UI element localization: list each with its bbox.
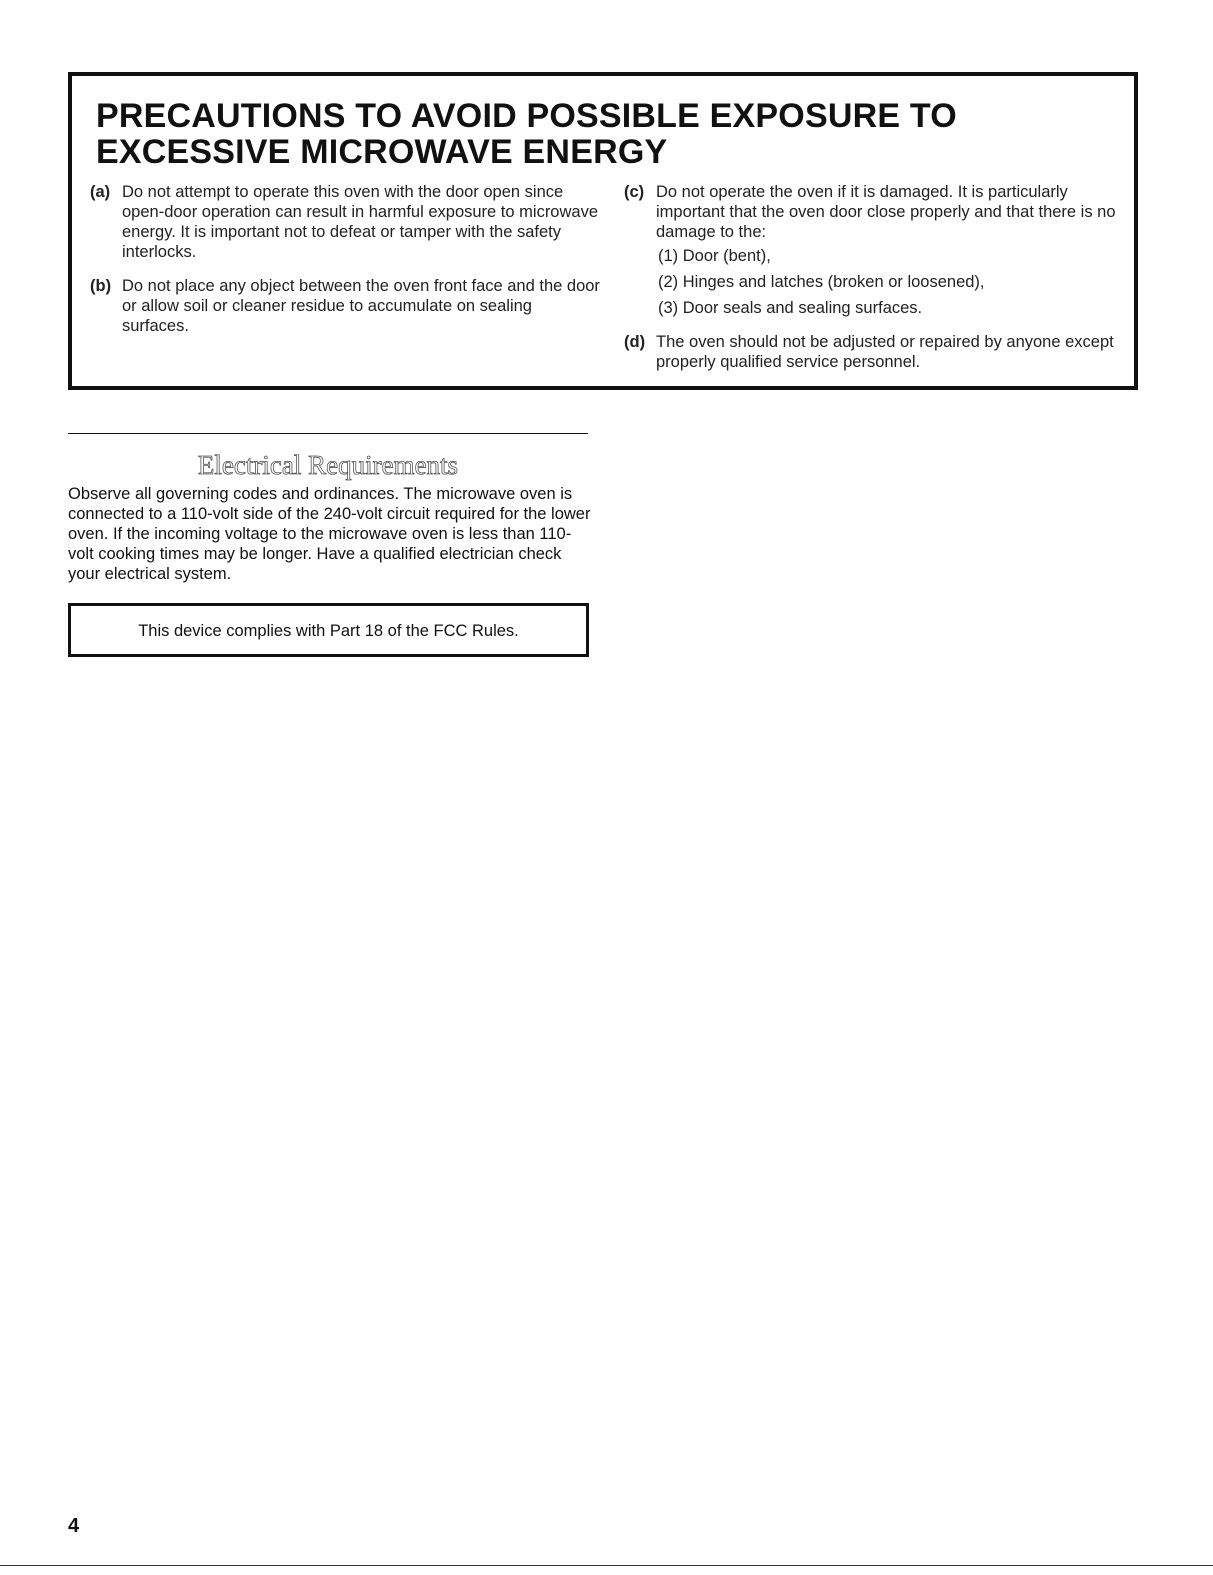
item-letter: (b) xyxy=(90,277,112,295)
page-number: 4 xyxy=(68,1515,80,1537)
precautions-left-column xyxy=(90,182,600,350)
precaution-item-c xyxy=(624,182,1124,318)
sub-item-seals: (3) Door seals and sealing surfaces. xyxy=(658,299,923,317)
section-divider xyxy=(68,433,588,434)
precautions-box xyxy=(68,72,1138,390)
item-letter: (a) xyxy=(90,183,111,201)
precautions-title: PRECAUTIONS TO AVOID POSSIBLE EXPOSURE TO EXCESSIVE MICROWAVE ENERGY xyxy=(96,97,957,171)
electrical-requirements-body: Observe all governing codes and ordinances. The microwave oven is connected to a 110-volt side of the 240-volt circuit required for the lower oven. If the incoming voltage to the microwave oven is less than 110-volt cooking times may be longer. Have a qualified electrician check your electrical system. xyxy=(68,485,591,583)
precaution-item-d xyxy=(624,332,1124,372)
electrical-requirements-heading: Electrical Requirements xyxy=(197,450,459,480)
item-text: Do not place any object between the oven front face and the door or allow soil or cleaner residue to accumulate on sealing surfaces. xyxy=(122,277,600,335)
item-letter: (c) xyxy=(624,183,645,201)
precaution-item-b xyxy=(90,276,600,336)
sub-item-hinges: (2) Hinges and latches (broken or loosened), xyxy=(658,273,985,291)
precaution-item-a xyxy=(90,182,600,262)
item-letter: (d) xyxy=(624,333,646,351)
item-text: Do not operate the oven if it is damaged. It is particularly important that the oven door close properly and that there is no damage to the: xyxy=(656,183,1116,241)
bottom-divider xyxy=(0,1565,1213,1566)
fcc-notice-text: This device complies with Part 18 of the FCC Rules. xyxy=(138,622,519,640)
item-text: Do not attempt to operate this oven with the door open since open-door operation can result in harmful exposure to microwave energy. It is important not to defeat or tamper with the safety interlocks. xyxy=(122,183,599,261)
precautions-right-column xyxy=(624,182,1124,386)
sub-item-door: (1) Door (bent), xyxy=(658,247,771,265)
fcc-notice-box xyxy=(68,603,589,657)
damage-sub-list xyxy=(656,246,1124,318)
item-text: The oven should not be adjusted or repaired by anyone except properly qualified service personnel. xyxy=(656,333,1114,371)
